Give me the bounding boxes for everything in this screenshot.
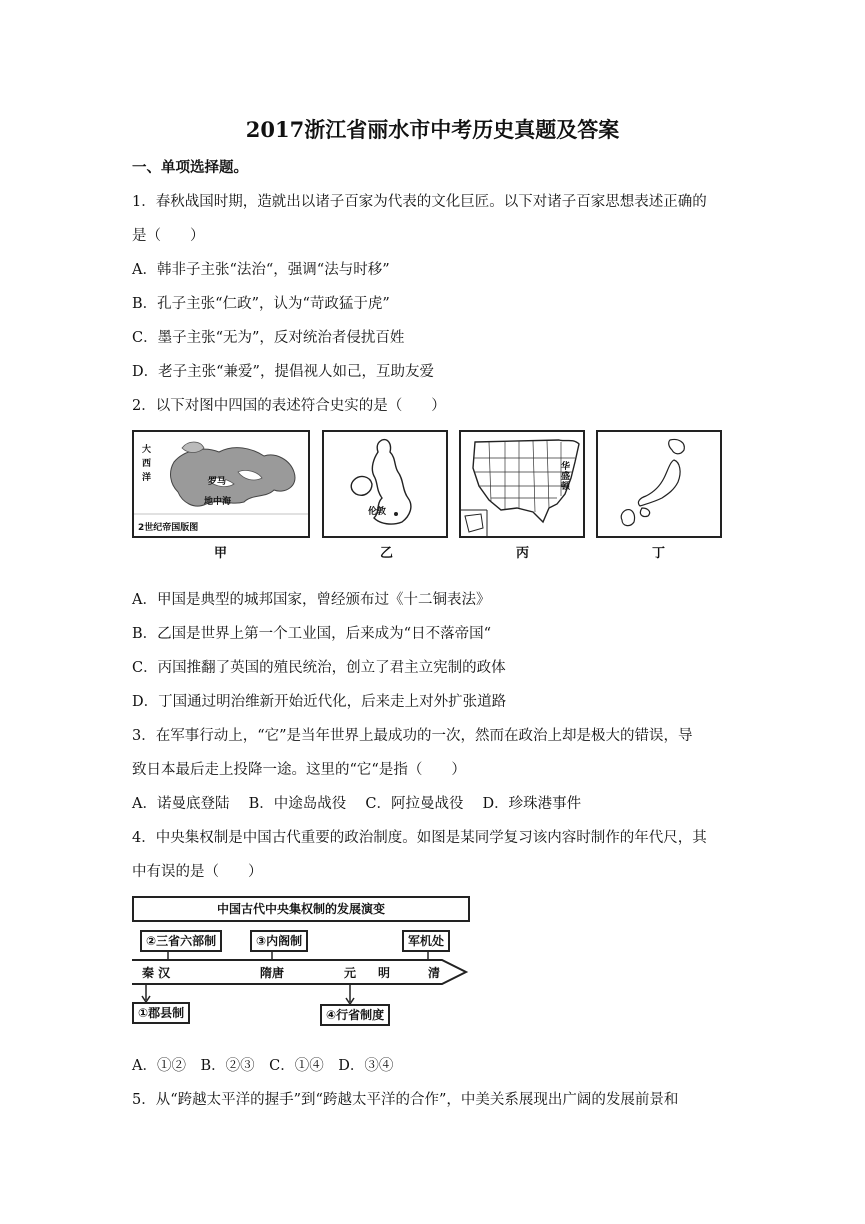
q3-options: A．诺曼底登陆 B．中途岛战役 C．阿拉曼战役 D．珍珠港事件	[132, 796, 582, 812]
label-atlantic-3: 洋	[142, 473, 152, 483]
q2-stem: 2．以下对图中四国的表述符合史实的是（ ）	[132, 398, 446, 414]
timeline-era-ming: 明	[378, 966, 391, 980]
q4-options: A．①② B．②③ C．①④ D．③④	[132, 1058, 394, 1074]
label-mediterranean: 地中海	[204, 497, 232, 507]
timeline-box-grand-council: 军机处	[402, 930, 450, 952]
timeline-box-prefecture-county: ①郡县制	[132, 1002, 190, 1024]
section-heading: 一、单项选择题。	[132, 159, 248, 176]
q1-stem-line1: 1．春秋战国时期，造就出以诸子百家为代表的文化巨匠。以下对诸子百家思想表述正确的	[132, 194, 707, 210]
map-usa	[459, 430, 585, 538]
map-label-ding: 丁	[652, 546, 666, 561]
timeline-header: 中国古代中央集权制的发展演变	[132, 896, 470, 922]
q2-option-c: C．丙国推翻了英国的殖民统治，创立了君主立宪制的政体	[132, 660, 506, 676]
map-label-bing: 丙	[516, 546, 530, 561]
q3-stem-line1: 3．在军事行动上，“它”是当年世界上最成功的一次，然而在政治上却是极大的错误，导	[132, 728, 693, 744]
timeline-era-yuan: 元	[344, 966, 357, 980]
label-atlantic-2: 西	[142, 459, 152, 469]
map-roman-empire	[132, 430, 310, 538]
q4-stem-line2: 中有误的是（ ）	[132, 864, 263, 880]
q5-stem-line1: 5．从“跨越太平洋的握手”到“跨越太平洋的合作”，中美关系展现出广阔的发展前景和	[132, 1092, 679, 1108]
label-rome: 罗马	[208, 477, 227, 487]
q1-stem-line2: 是（ ）	[132, 228, 205, 244]
map-caption: 2世纪帝国版图	[138, 523, 199, 533]
britain-map-graphic	[324, 432, 446, 536]
timeline-box-cabinet: ③内阁制	[250, 930, 308, 952]
q4-stem-line1: 4．中央集权制是中国古代重要的政治制度。如图是某同学复习该内容时制作的年代尺，其	[132, 830, 707, 846]
timeline-era-sui-tang: 隋唐	[260, 966, 285, 980]
q1-option-d: D．老子主张“兼爱”，提倡视人如己，互助友爱	[132, 364, 434, 380]
label-london: 伦敦	[368, 507, 387, 517]
timeline-era-qin-han: 秦 汉	[142, 966, 171, 980]
map-label-jia: 甲	[214, 546, 228, 561]
map-japan	[596, 430, 722, 538]
japan-map-graphic	[598, 432, 720, 536]
label-washington: 华盛顿	[561, 462, 571, 492]
q1-option-b: B．孔子主张“仁政”，认为“苛政猛于虎”	[132, 296, 390, 312]
q1-option-c: C．墨子主张“无为”，反对统治者侵扰百姓	[132, 330, 405, 346]
q2-option-a: A．甲国是典型的城邦国家，曾经颁布过《十二铜表法》	[132, 592, 491, 608]
label-atlantic-1: 大	[142, 445, 152, 455]
q3-stem-line2: 致日本最后走上投降一途。这里的“它“是指（ ）	[132, 762, 466, 778]
q2-option-d: D．丁国通过明治维新开始近代化，后来走上对外扩张道路	[132, 694, 507, 710]
map-britain	[322, 430, 448, 538]
page-title: 2017浙江省丽水市中考历史真题及答案	[245, 117, 620, 142]
q1-option-a: A．韩非子主张“法治“，强调“法与时移”	[132, 262, 390, 278]
timeline-box-three-departments: ②三省六部制	[140, 930, 222, 952]
map-label-yi: 乙	[380, 546, 394, 561]
timeline-figure	[132, 896, 470, 1026]
q2-option-b: B．乙国是世界上第一个工业国，后来成为“日不落帝国“	[132, 626, 491, 642]
timeline-era-qing: 清	[428, 966, 441, 980]
timeline-box-province: ④行省制度	[320, 1004, 390, 1026]
